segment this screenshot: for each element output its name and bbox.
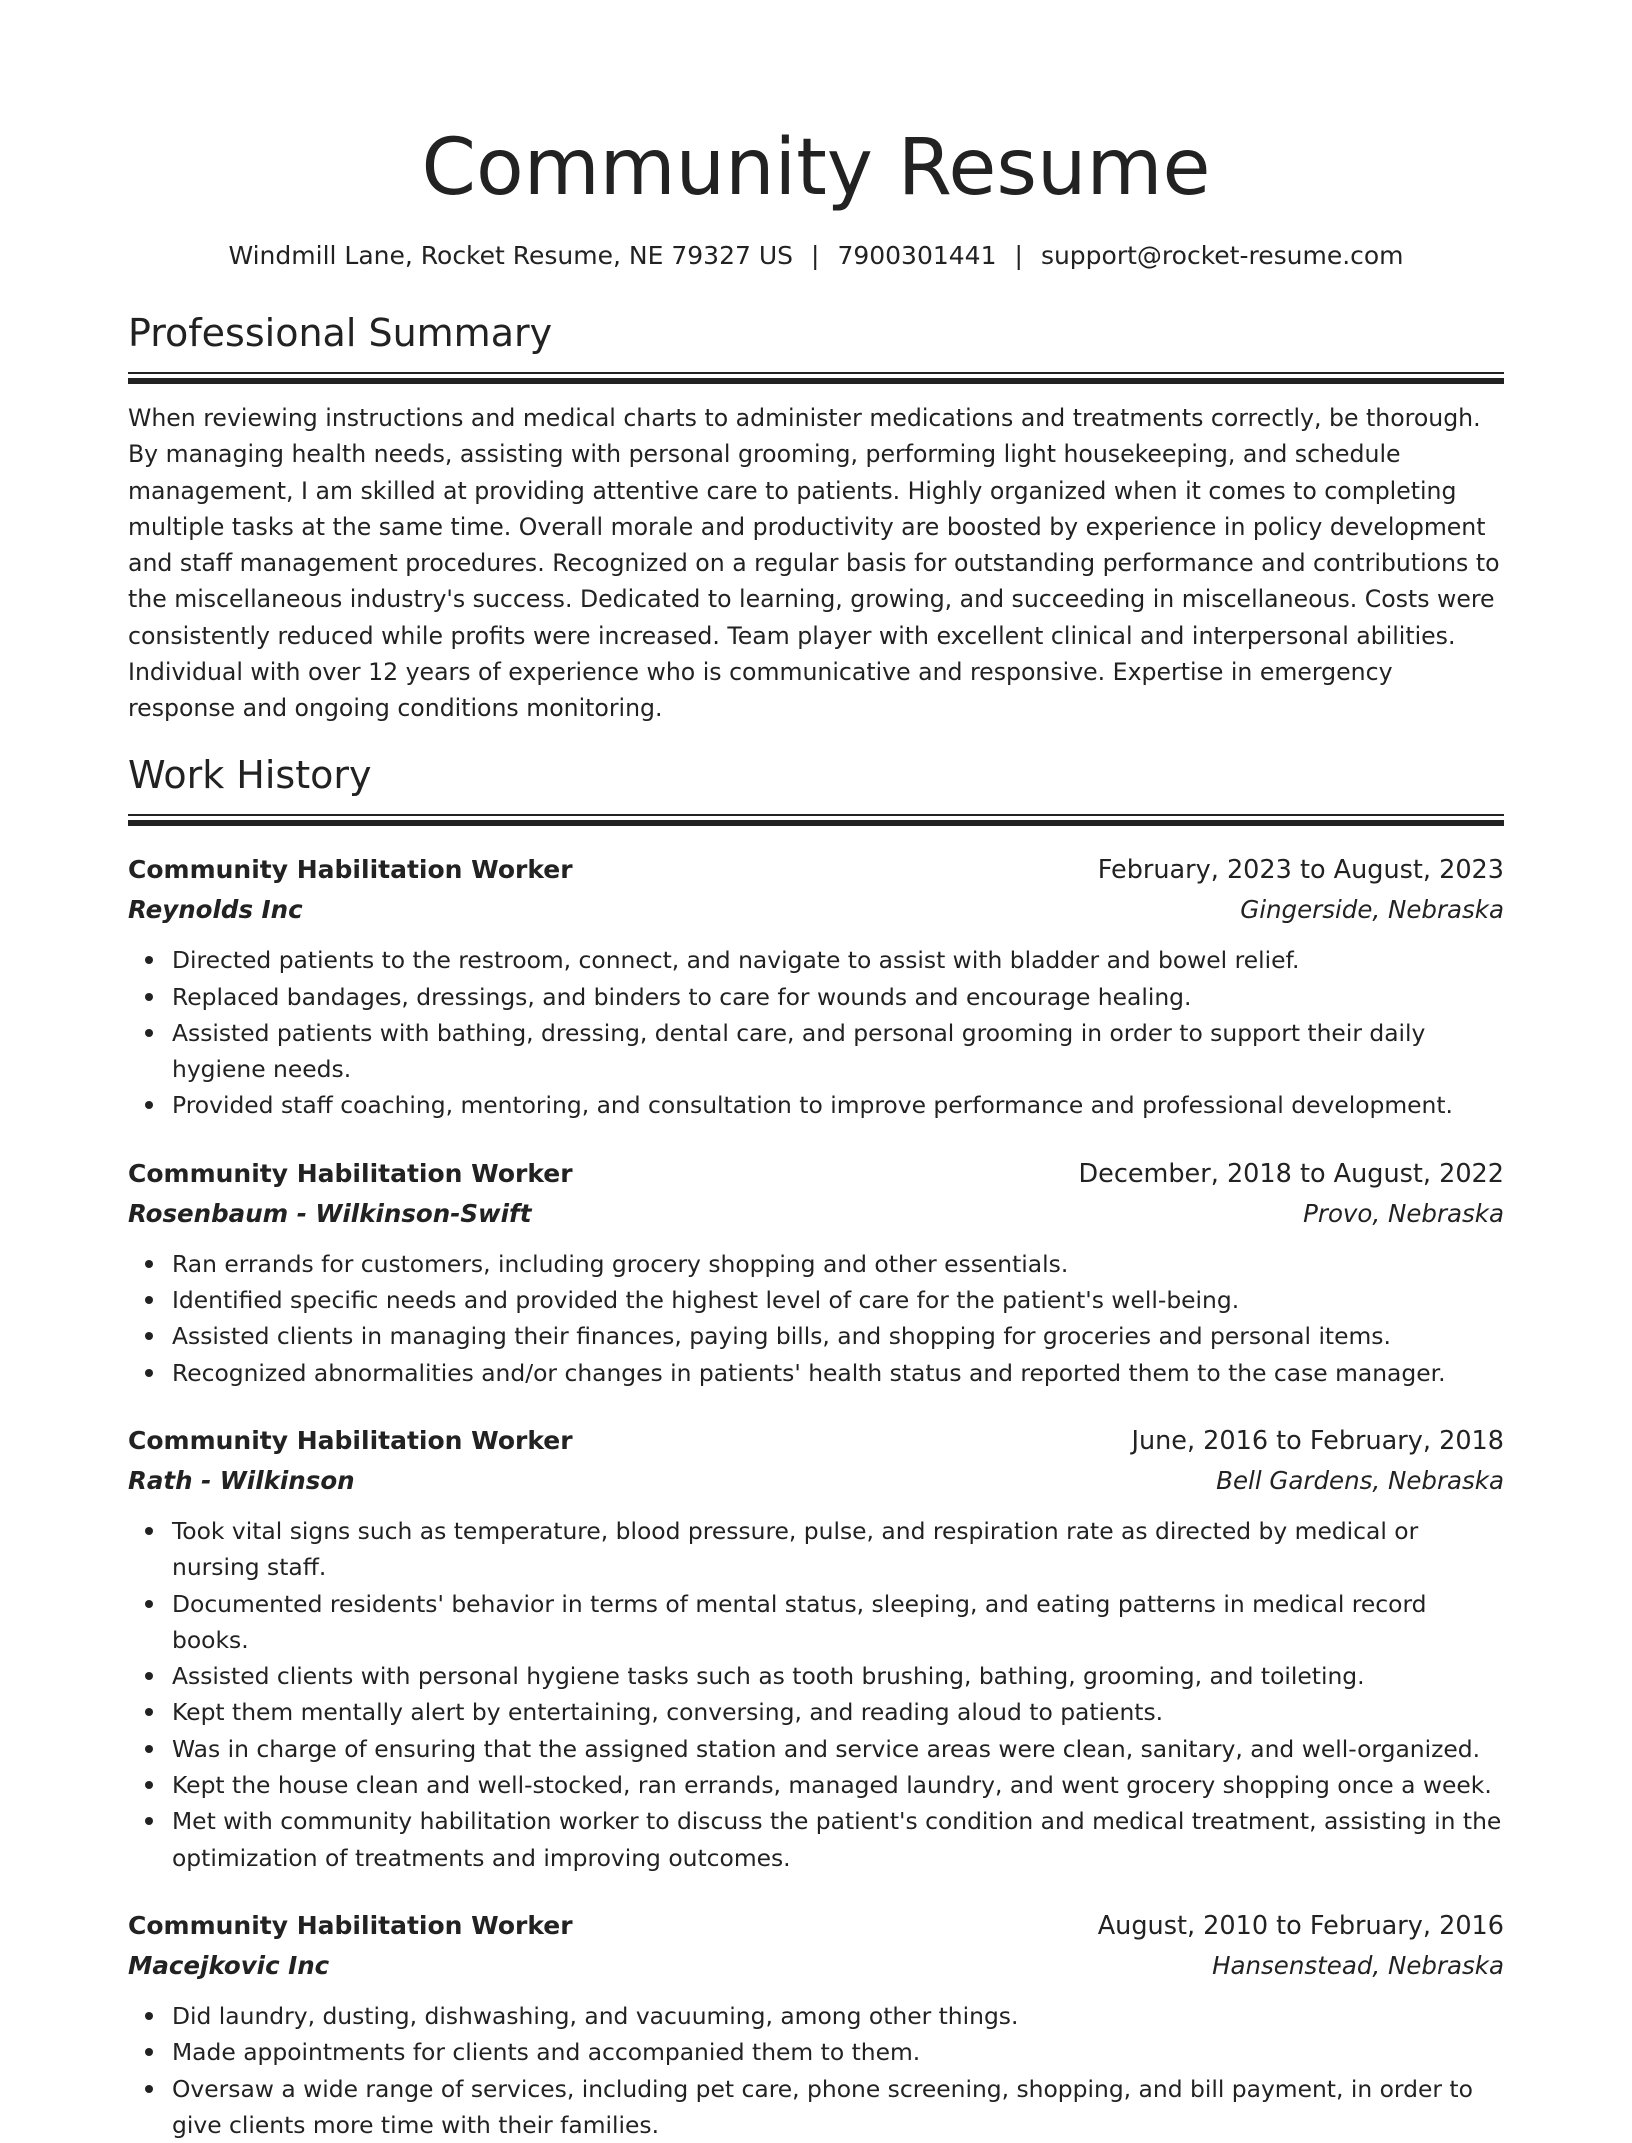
bullet-item: Took vital signs such as temperature, blood pressure, pulse, and respiration rate as directed by medical or nursing staff.	[172, 1513, 1504, 1586]
contact-separator: |	[793, 241, 837, 270]
job-list	[128, 850, 1504, 2143]
bullet-item: Made appointments for clients and accompanied them to them.	[172, 2034, 1504, 2070]
job-title: Community Habilitation Worker	[128, 850, 573, 890]
contact-line	[128, 238, 1504, 274]
job-company: Macejkovic Inc	[128, 1946, 329, 1986]
bullet-item: Ran errands for customers, including grocery shopping and other essentials.	[172, 1246, 1504, 1282]
job-bullets	[128, 1513, 1504, 1876]
bullet-item: Assisted clients in managing their finances, paying bills, and shopping for groceries and personal items.	[172, 1318, 1504, 1354]
contact-phone: 7900301441	[837, 241, 996, 270]
bullet-item: Kept the house clean and well-stocked, ran errands, managed laundry, and went grocery shopping once a week.	[172, 1767, 1504, 1803]
resume-name: Community Resume	[128, 118, 1504, 218]
job-bullets	[128, 1246, 1504, 1391]
bullet-item: Directed patients to the restroom, connect, and navigate to assist with bladder and bowel relief.	[172, 942, 1504, 978]
job-title: Community Habilitation Worker	[128, 1154, 573, 1194]
job-entry	[128, 1421, 1504, 1876]
job-dates: December, 2018 to August, 2022	[1079, 1154, 1505, 1194]
job-dates: February, 2023 to August, 2023	[1098, 850, 1504, 890]
work-history-section	[128, 750, 1504, 2143]
job-company: Rath - Wilkinson	[128, 1461, 355, 1501]
job-location: Hansenstead, Nebraska	[1212, 1946, 1504, 1986]
contact-separator: |	[997, 241, 1041, 270]
job-title: Community Habilitation Worker	[128, 1906, 573, 1946]
section-title: Professional Summary	[128, 308, 1504, 358]
job-header-row	[128, 1421, 1504, 1461]
job-company-row	[128, 890, 1504, 930]
job-entry	[128, 1906, 1504, 2143]
bullet-item: Was in charge of ensuring that the assigned station and service areas were clean, sanitary, and well-organized.	[172, 1731, 1504, 1767]
job-dates: August, 2010 to February, 2016	[1098, 1906, 1504, 1946]
resume-page	[128, 118, 1504, 2143]
job-entry	[128, 1154, 1504, 1391]
job-title: Community Habilitation Worker	[128, 1421, 573, 1461]
contact-address: Windmill Lane, Rocket Resume, NE 79327 US	[228, 241, 793, 270]
job-bullets	[128, 1998, 1504, 2143]
bullet-item: Kept them mentally alert by entertaining, conversing, and reading aloud to patients.	[172, 1694, 1504, 1730]
job-header-row	[128, 1906, 1504, 1946]
job-company: Rosenbaum - Wilkinson-Swift	[128, 1194, 531, 1234]
bullet-item: Identified specific needs and provided the highest level of care for the patient's well-being.	[172, 1282, 1504, 1318]
job-company-row	[128, 1461, 1504, 1501]
job-bullets	[128, 942, 1504, 1123]
job-header-row	[128, 1154, 1504, 1194]
bullet-item: Assisted patients with bathing, dressing, dental care, and personal grooming in order to support their daily hygiene needs.	[172, 1015, 1504, 1088]
summary-text: When reviewing instructions and medical charts to administer medications and treatments correctly, be thorough. By managing health needs, assisting with personal grooming, performing light housekeeping, and schedule management, I am skilled at providing attentive care to patients. Highly organized when it comes to completing multiple tasks at the same time. Overall morale and productivity are boosted by experience in policy development and staff management procedures. Recognized on a regular basis for outstanding performance and contributions to the miscellaneous industry's success. Dedicated to learning, growing, and succeeding in miscellaneous. Costs were consistently reduced while profits were increased. Team player with excellent clinical and interpersonal abilities. Individual with over 12 years of experience who is communicative and responsive. Expertise in emergency response and ongoing conditions monitoring.	[128, 400, 1504, 727]
job-header-row	[128, 850, 1504, 890]
bullet-item: Provided staff coaching, mentoring, and consultation to improve performance and professional development.	[172, 1087, 1504, 1123]
bullet-item: Did laundry, dusting, dishwashing, and vacuuming, among other things.	[172, 1998, 1504, 2034]
job-company-row	[128, 1194, 1504, 1234]
section-divider	[128, 372, 1504, 384]
section-divider	[128, 814, 1504, 826]
professional-summary-section	[128, 308, 1504, 727]
job-location: Gingerside, Nebraska	[1240, 890, 1504, 930]
bullet-item: Met with community habilitation worker to discuss the patient's condition and medical treatment, assisting in the optimization of treatments and improving outcomes.	[172, 1803, 1504, 1876]
section-title: Work History	[128, 750, 1504, 800]
bullet-item: Assisted clients with personal hygiene tasks such as tooth brushing, bathing, grooming, and toileting.	[172, 1658, 1504, 1694]
contact-email: support@rocket-resume.com	[1041, 241, 1404, 270]
bullet-item: Documented residents' behavior in terms of mental status, sleeping, and eating patterns in medical record books.	[172, 1586, 1504, 1659]
job-dates: June, 2016 to February, 2018	[1131, 1421, 1504, 1461]
job-company-row	[128, 1946, 1504, 1986]
bullet-item: Recognized abnormalities and/or changes in patients' health status and reported them to the case manager.	[172, 1355, 1504, 1391]
job-company: Reynolds Inc	[128, 890, 303, 930]
job-location: Provo, Nebraska	[1303, 1194, 1504, 1234]
bullet-item: Replaced bandages, dressings, and binders to care for wounds and encourage healing.	[172, 979, 1504, 1015]
job-location: Bell Gardens, Nebraska	[1216, 1461, 1504, 1501]
bullet-item: Oversaw a wide range of services, including pet care, phone screening, shopping, and bill payment, in order to give clients more time with their families.	[172, 2071, 1504, 2143]
job-entry	[128, 850, 1504, 1123]
